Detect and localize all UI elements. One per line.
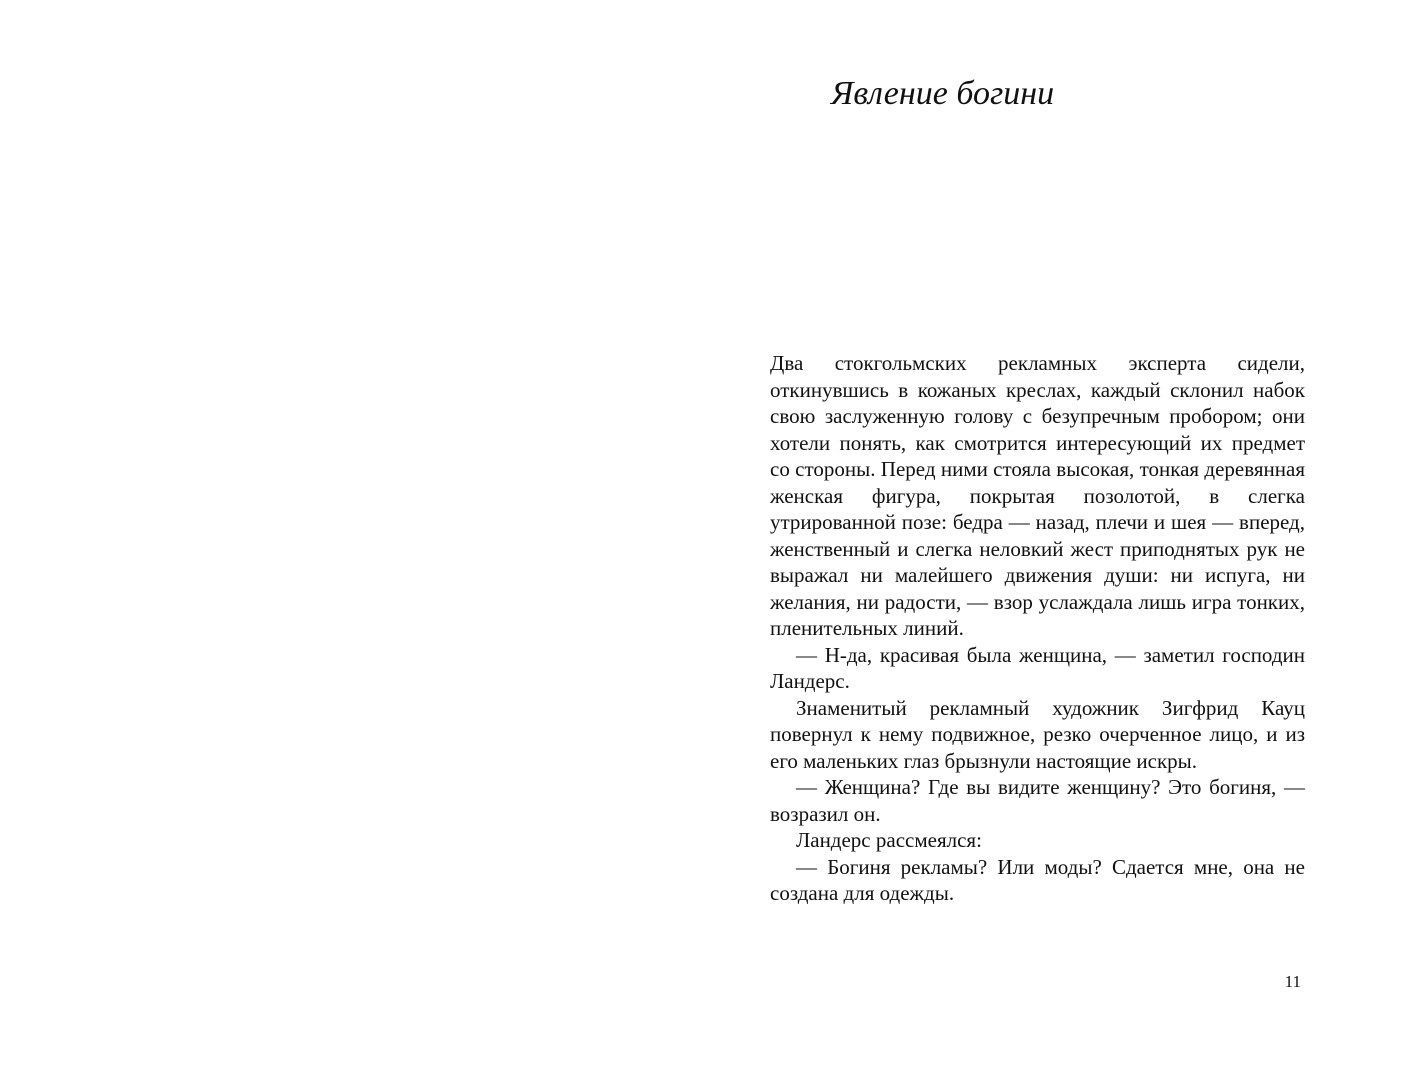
paragraph-5: Ландерс рассмеялся: [796,828,982,852]
paragraph-4: — Женщина? Где вы видите женщину? Это богиня, — возразил он. [770,775,1305,826]
right-page [701,0,1402,1079]
paragraph-1: Два стокгольмских рекламных эксперта сидели, откинувшись в кожаных креслах, каждый склонил набок свою заслуженную голову с безупречным пробором; они хотели понять, как смотрится интересующий их предмет со стороны. Перед ними стояла высокая, тонкая деревянная женская фигура, покрытая позолотой, в слегка утрированной позе: бедра — назад, плечи и шея — вперед, женственный и слегка неловкий жест приподнятых рук не выражал ни малейшего движения души: ни испуга, ни желания, ни радости, — взор услаждала лишь игра тонких, пленительных линий. [770,351,1305,640]
paragraph-6: — Богиня рекламы? Или моды? Сдается мне, она не создана для одежды. [770,854,1305,905]
paragraph-2: — Н-да, красивая была женщина, — заметил господин Ландерс. [770,642,1305,693]
paragraph-3: Знаменитый рекламный художник Зигфрид Кауц повернул к нему подвижное, резко очерченное лицо, и из его маленьких глаз брызнули настоящие искры. [770,695,1305,773]
page-number: 11 [1284,972,1301,991]
body-text [770,350,1305,907]
chapter-title: Явление богини [831,75,1055,112]
